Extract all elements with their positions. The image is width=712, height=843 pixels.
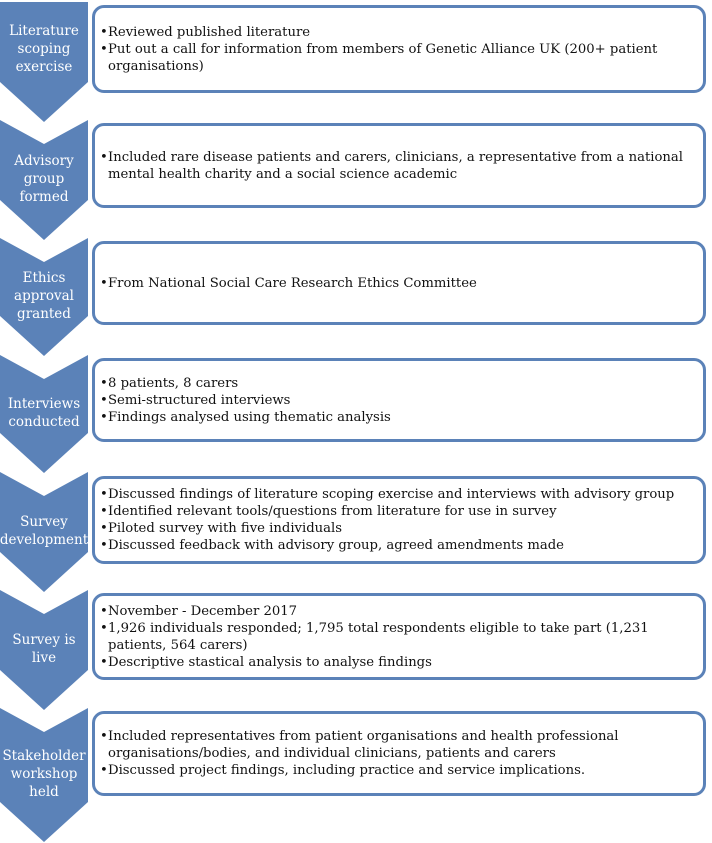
bullet-list: [101, 24, 697, 75]
bullet-item: • Semi-structured interviews: [101, 392, 697, 409]
bullet-item: • Identified relevant tools/questions from literature for use in survey: [101, 503, 697, 520]
step-box: [92, 123, 706, 208]
step-label: Survey is live: [12, 632, 76, 666]
bullet-item: • November - December 2017: [101, 603, 697, 620]
bullet-item: • Discussed project findings, including practice and service implications.: [101, 762, 697, 779]
bullet-item: • Reviewed published literature: [101, 24, 697, 41]
bullet-item: • 1,926 individuals responded; 1,795 total respondents eligible to take part (1,231 patients, 564 carers): [101, 620, 697, 654]
step-label: Survey development: [0, 514, 89, 548]
step-label: Interviews conducted: [7, 396, 81, 430]
bullet-item: • Piloted survey with five individuals: [101, 520, 697, 537]
step-label: Advisory group formed: [14, 153, 74, 205]
step-label: Ethics approval granted: [14, 270, 74, 322]
step-box: [92, 241, 706, 325]
bullet-list: [101, 375, 697, 426]
bullet-list: [101, 275, 697, 292]
bullet-item: • 8 patients, 8 carers: [101, 375, 697, 392]
bullet-item: • Put out a call for information from members of Genetic Alliance UK (200+ patient organisations): [101, 41, 697, 75]
bullet-item: • From National Social Care Research Ethics Committee: [101, 275, 697, 292]
bullet-item: • Findings analysed using thematic analysis: [101, 409, 697, 426]
step-box: [92, 358, 706, 442]
bullet-item: • Included rare disease patients and carers, clinicians, a representative from a national mental health charity and a social science academic: [101, 149, 697, 183]
bullet-list: [101, 603, 697, 671]
step-box: [92, 593, 706, 680]
bullet-item: • Descriptive stastical analysis to analyse findings: [101, 654, 697, 671]
step-box: [92, 5, 706, 93]
bullet-list: [101, 486, 697, 554]
bullet-item: • Included representatives from patient organisations and health professional organisations/bodies, and individual clinicians, patients and carers: [101, 728, 697, 762]
step-label: Literature scoping exercise: [9, 23, 79, 75]
bullet-item: • Discussed findings of literature scoping exercise and interviews with advisory group: [101, 486, 697, 503]
bullet-item: • Discussed feedback with advisory group, agreed amendments made: [101, 537, 697, 554]
bullet-list: [101, 728, 697, 779]
step-label: Stakeholder workshop held: [2, 748, 86, 800]
step-box: [92, 476, 706, 564]
bullet-list: [101, 149, 697, 183]
step-box: [92, 711, 706, 796]
